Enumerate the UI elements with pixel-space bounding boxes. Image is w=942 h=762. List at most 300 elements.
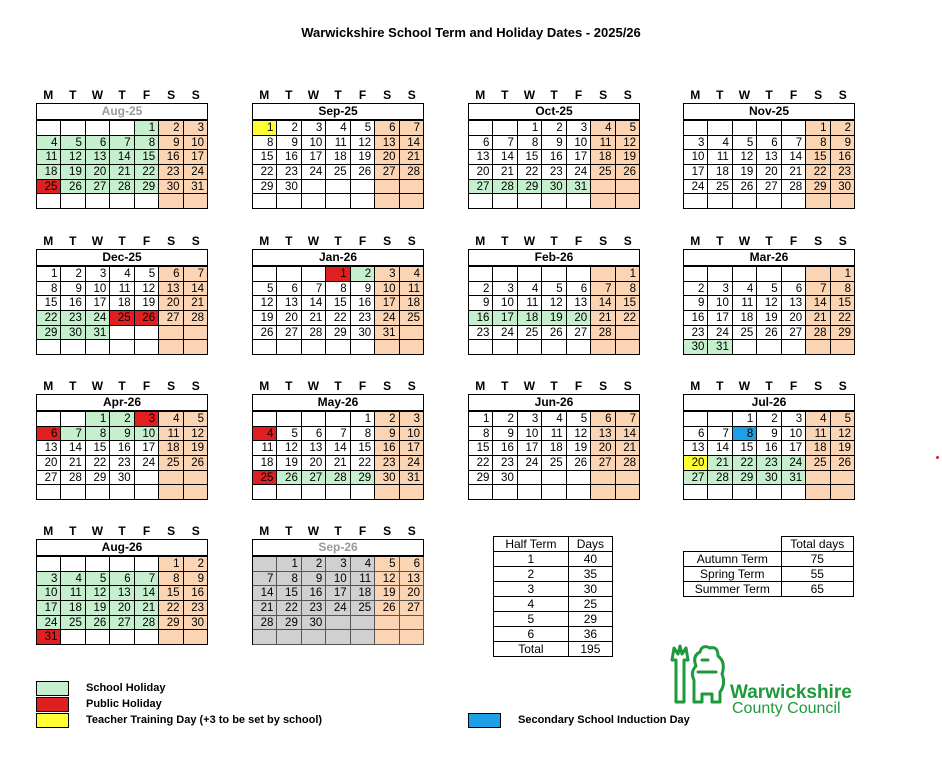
day-cell: 17: [684, 165, 708, 180]
day-cell: 29: [326, 326, 350, 341]
term-name: Summer Term: [684, 582, 782, 597]
weekday-header: [468, 379, 640, 394]
day-cell: 30: [351, 326, 375, 341]
day-cell: 2: [757, 412, 781, 427]
weekday-letter: S: [383, 379, 392, 393]
day-cell: 29: [831, 326, 855, 341]
day-cell: 15: [86, 441, 110, 456]
empty-day-cell: [708, 121, 732, 136]
day-cell: 11: [518, 296, 542, 311]
empty-day-cell: [400, 630, 424, 645]
day-cell: 30: [684, 340, 708, 355]
day-cell: 28: [708, 471, 732, 486]
day-cell: 3: [518, 412, 542, 427]
empty-day-cell: [542, 485, 566, 500]
month-days: [252, 120, 424, 209]
day-cell: 23: [375, 456, 399, 471]
day-cell: 28: [110, 180, 134, 195]
empty-day-cell: [806, 485, 830, 500]
empty-day-cell: [351, 180, 375, 195]
day-cell: 20: [37, 456, 61, 471]
day-cell: 5: [61, 136, 85, 151]
day-cell: 23: [159, 165, 183, 180]
half-term-cell: 5: [494, 612, 569, 627]
empty-day-cell: [135, 194, 159, 209]
day-cell: 10: [326, 572, 350, 587]
day-cell: 31: [708, 340, 732, 355]
day-cell: 5: [253, 282, 277, 297]
bear-and-staff-icon: [668, 642, 730, 706]
empty-day-cell: [567, 194, 591, 209]
day-cell: 9: [277, 136, 301, 151]
weekday-letter: T: [118, 379, 126, 393]
empty-day-cell: [400, 616, 424, 631]
day-cell: 31: [782, 471, 806, 486]
empty-day-cell: [567, 485, 591, 500]
day-cell: 8: [135, 136, 159, 151]
day-cell: 23: [493, 456, 517, 471]
empty-day-cell: [61, 485, 85, 500]
weekday-header: [683, 379, 855, 394]
empty-day-cell: [493, 340, 517, 355]
day-cell: 14: [326, 441, 350, 456]
day-cell: 13: [469, 150, 493, 165]
empty-day-cell: [616, 180, 640, 195]
empty-day-cell: [469, 121, 493, 136]
weekday-letter: M: [43, 234, 54, 248]
day-cell: 9: [351, 282, 375, 297]
day-cell: 14: [591, 296, 615, 311]
day-cell: 25: [110, 311, 134, 326]
page-title: Warwickshire School Term and Holiday Dates - 2025/26: [301, 25, 641, 40]
day-cell: 11: [37, 150, 61, 165]
half-term-cell: 2: [494, 567, 569, 582]
day-cell: 20: [110, 601, 134, 616]
day-cell: 11: [159, 427, 183, 442]
day-cell: 3: [37, 572, 61, 587]
day-cell: 3: [684, 136, 708, 151]
empty-day-cell: [302, 340, 326, 355]
weekday-letter: T: [334, 379, 342, 393]
day-cell: 3: [708, 282, 732, 297]
empty-day-cell: [351, 194, 375, 209]
day-cell: 28: [493, 180, 517, 195]
day-cell: 29: [469, 471, 493, 486]
empty-day-cell: [782, 194, 806, 209]
day-cell: 27: [86, 180, 110, 195]
day-cell: 20: [591, 441, 615, 456]
month-days: [683, 411, 855, 500]
day-cell: 28: [400, 165, 424, 180]
day-cell: 11: [733, 296, 757, 311]
day-cell: 24: [326, 601, 350, 616]
day-cell: 6: [110, 572, 134, 587]
empty-day-cell: [375, 194, 399, 209]
day-cell: 6: [86, 136, 110, 151]
day-cell: 28: [253, 616, 277, 631]
day-cell: 24: [708, 326, 732, 341]
day-cell: 13: [782, 296, 806, 311]
day-cell: 23: [469, 326, 493, 341]
day-cell: 3: [135, 412, 159, 427]
day-cell: 15: [351, 441, 375, 456]
weekday-letter: M: [475, 379, 486, 393]
empty-day-cell: [831, 471, 855, 486]
day-cell: 4: [518, 282, 542, 297]
day-cell: 31: [567, 180, 591, 195]
weekday-letter: S: [838, 88, 847, 102]
month-title: Aug-26: [36, 539, 208, 556]
month-calendar: [36, 88, 208, 209]
day-cell: 30: [542, 180, 566, 195]
empty-day-cell: [782, 485, 806, 500]
empty-day-cell: [110, 485, 134, 500]
weekday-letter: S: [623, 234, 632, 248]
day-cell: 28: [782, 180, 806, 195]
day-cell: 30: [277, 180, 301, 195]
day-cell: 21: [61, 456, 85, 471]
day-cell: 21: [135, 601, 159, 616]
day-cell: 8: [616, 282, 640, 297]
empty-day-cell: [135, 630, 159, 645]
month-calendar: [683, 234, 855, 355]
weekday-letter: T: [334, 524, 342, 538]
month-calendar: [252, 379, 424, 500]
empty-day-cell: [567, 471, 591, 486]
day-cell: 18: [400, 296, 424, 311]
day-cell: 27: [159, 311, 183, 326]
empty-day-cell: [493, 194, 517, 209]
day-cell: 31: [400, 471, 424, 486]
day-cell: 15: [253, 150, 277, 165]
day-cell: 1: [277, 557, 301, 572]
empty-day-cell: [782, 267, 806, 282]
weekday-letter: M: [475, 234, 486, 248]
day-cell: 26: [61, 180, 85, 195]
day-cell: 24: [782, 456, 806, 471]
day-cell: 5: [375, 557, 399, 572]
half-term-cell: 6: [494, 627, 569, 642]
day-cell: 4: [542, 412, 566, 427]
day-cell: 26: [567, 456, 591, 471]
day-cell: 1: [518, 121, 542, 136]
day-cell: 23: [684, 326, 708, 341]
month-days: [468, 411, 640, 500]
day-cell: 31: [184, 180, 208, 195]
day-cell: 6: [591, 412, 615, 427]
day-cell: 27: [302, 471, 326, 486]
day-cell: 11: [591, 136, 615, 151]
weekday-letter: S: [599, 88, 608, 102]
day-cell: 5: [351, 121, 375, 136]
day-cell: 5: [733, 136, 757, 151]
weekday-header: [36, 379, 208, 394]
day-cell: 11: [61, 586, 85, 601]
day-cell: 11: [253, 441, 277, 456]
day-cell: 7: [782, 136, 806, 151]
weekday-letter: W: [91, 524, 104, 538]
day-cell: 28: [806, 326, 830, 341]
day-cell: 2: [277, 121, 301, 136]
empty-day-cell: [37, 557, 61, 572]
half-term-header: Half Term: [494, 537, 569, 552]
weekday-letter: T: [285, 88, 293, 102]
empty-day-cell: [302, 180, 326, 195]
empty-day-cell: [37, 194, 61, 209]
day-cell: 5: [567, 412, 591, 427]
month-title: Sep-26: [252, 539, 424, 556]
empty-day-cell: [400, 340, 424, 355]
day-cell: 1: [159, 557, 183, 572]
empty-day-cell: [253, 485, 277, 500]
total-days-table: [683, 536, 854, 597]
day-cell: 29: [159, 616, 183, 631]
day-cell: 23: [542, 165, 566, 180]
empty-day-cell: [326, 616, 350, 631]
empty-day-cell: [831, 340, 855, 355]
day-cell: 23: [61, 311, 85, 326]
day-cell: 16: [184, 586, 208, 601]
month-days: [683, 266, 855, 355]
weekday-letter: M: [259, 88, 270, 102]
weekday-letter: S: [814, 379, 823, 393]
day-cell: 10: [567, 136, 591, 151]
term-days: 75: [781, 552, 853, 567]
weekday-letter: W: [307, 524, 320, 538]
month-calendar: [468, 379, 640, 500]
day-cell: 3: [375, 267, 399, 282]
day-cell: 7: [806, 282, 830, 297]
day-cell: 2: [110, 412, 134, 427]
day-cell: 4: [400, 267, 424, 282]
day-cell: 26: [351, 165, 375, 180]
day-cell: 17: [302, 150, 326, 165]
day-cell: 29: [277, 616, 301, 631]
day-cell: 8: [806, 136, 830, 151]
empty-day-cell: [733, 267, 757, 282]
empty-day-cell: [351, 616, 375, 631]
weekday-letter: W: [307, 379, 320, 393]
day-cell: 3: [400, 412, 424, 427]
month-calendar: [36, 524, 208, 645]
day-cell: 24: [184, 165, 208, 180]
day-cell: 7: [708, 427, 732, 442]
legend-induction-label: Secondary School Induction Day: [518, 714, 690, 726]
weekday-letter: F: [358, 88, 367, 102]
weekday-letter: S: [838, 379, 847, 393]
empty-day-cell: [135, 471, 159, 486]
day-cell: 26: [253, 326, 277, 341]
day-cell: 17: [375, 296, 399, 311]
day-cell: 28: [61, 471, 85, 486]
month-title: Jan-26: [252, 249, 424, 266]
empty-day-cell: [253, 630, 277, 645]
day-cell: 27: [277, 326, 301, 341]
day-cell: 2: [469, 282, 493, 297]
day-cell: 14: [782, 150, 806, 165]
empty-day-cell: [757, 267, 781, 282]
day-cell: 19: [253, 311, 277, 326]
day-cell: 7: [493, 136, 517, 151]
day-cell: 7: [400, 121, 424, 136]
day-cell: 28: [616, 456, 640, 471]
empty-day-cell: [469, 485, 493, 500]
day-cell: 12: [616, 136, 640, 151]
weekday-letter: S: [407, 379, 416, 393]
day-cell: 20: [277, 311, 301, 326]
day-cell: 1: [351, 412, 375, 427]
weekday-header: [252, 88, 424, 103]
day-cell: 21: [782, 165, 806, 180]
day-cell: 27: [567, 326, 591, 341]
weekday-letter: W: [91, 234, 104, 248]
empty-day-cell: [733, 194, 757, 209]
day-cell: 2: [61, 267, 85, 282]
day-cell: 15: [518, 150, 542, 165]
weekday-letter: F: [574, 234, 583, 248]
weekday-letter: T: [69, 524, 77, 538]
empty-day-cell: [302, 412, 326, 427]
month-calendar: [252, 234, 424, 355]
day-cell: 22: [733, 456, 757, 471]
day-cell: 22: [831, 311, 855, 326]
empty-day-cell: [277, 194, 301, 209]
weekday-letter: T: [285, 379, 293, 393]
empty-day-cell: [37, 412, 61, 427]
month-title: Oct-25: [468, 103, 640, 120]
day-cell: 23: [757, 456, 781, 471]
day-cell: 12: [375, 572, 399, 587]
day-cell: 21: [806, 311, 830, 326]
weekday-letter: F: [358, 379, 367, 393]
empty-day-cell: [831, 194, 855, 209]
weekday-letter: F: [574, 88, 583, 102]
day-cell: 28: [326, 471, 350, 486]
day-cell: 2: [542, 121, 566, 136]
weekday-header: [683, 234, 855, 249]
empty-day-cell: [326, 485, 350, 500]
empty-day-cell: [806, 194, 830, 209]
empty-day-cell: [159, 340, 183, 355]
day-cell: 23: [302, 601, 326, 616]
day-cell: 9: [61, 282, 85, 297]
legend-school-holiday-label: School Holiday: [86, 682, 166, 694]
day-cell: 8: [326, 282, 350, 297]
empty-day-cell: [326, 194, 350, 209]
weekday-letter: W: [738, 234, 751, 248]
day-cell: 20: [375, 150, 399, 165]
day-cell: 19: [86, 601, 110, 616]
day-cell: 16: [684, 311, 708, 326]
day-cell: 14: [302, 296, 326, 311]
empty-day-cell: [253, 412, 277, 427]
day-cell: 25: [351, 601, 375, 616]
day-cell: 4: [110, 267, 134, 282]
empty-day-cell: [135, 485, 159, 500]
day-cell: 17: [86, 296, 110, 311]
empty-day-cell: [782, 340, 806, 355]
day-cell: 1: [135, 121, 159, 136]
empty-day-cell: [61, 412, 85, 427]
day-cell: 15: [159, 586, 183, 601]
day-cell: 20: [302, 456, 326, 471]
day-cell: 13: [400, 572, 424, 587]
day-cell: 14: [708, 441, 732, 456]
empty-day-cell: [616, 485, 640, 500]
day-cell: 27: [400, 601, 424, 616]
weekday-letter: M: [690, 88, 701, 102]
day-cell: 28: [135, 616, 159, 631]
weekday-letter: S: [623, 88, 632, 102]
day-cell: 14: [806, 296, 830, 311]
day-cell: 5: [86, 572, 110, 587]
month-days: [36, 266, 208, 355]
day-cell: 19: [567, 441, 591, 456]
day-cell: 7: [253, 572, 277, 587]
day-cell: 21: [253, 601, 277, 616]
empty-day-cell: [518, 194, 542, 209]
day-cell: 26: [831, 456, 855, 471]
day-cell: 17: [782, 441, 806, 456]
empty-day-cell: [86, 630, 110, 645]
empty-day-cell: [37, 340, 61, 355]
day-cell: 1: [831, 267, 855, 282]
days-cell: 35: [568, 567, 612, 582]
day-cell: 21: [591, 311, 615, 326]
day-cell: 11: [400, 282, 424, 297]
day-cell: 19: [277, 456, 301, 471]
day-cell: 21: [493, 165, 517, 180]
day-cell: 2: [493, 412, 517, 427]
day-cell: 6: [375, 121, 399, 136]
empty-day-cell: [110, 194, 134, 209]
day-cell: 24: [493, 326, 517, 341]
day-cell: 17: [708, 311, 732, 326]
day-cell: 8: [37, 282, 61, 297]
day-cell: 16: [375, 441, 399, 456]
empty-day-cell: [567, 267, 591, 282]
month-title: Sep-25: [252, 103, 424, 120]
day-cell: 15: [806, 150, 830, 165]
empty-day-cell: [110, 340, 134, 355]
day-cell: 12: [277, 441, 301, 456]
empty-day-cell: [591, 194, 615, 209]
legend-teacher-training-swatch: [36, 713, 69, 728]
empty-day-cell: [400, 326, 424, 341]
empty-day-cell: [806, 267, 830, 282]
day-cell: 25: [253, 471, 277, 486]
day-cell: 18: [110, 296, 134, 311]
day-cell: 5: [831, 412, 855, 427]
empty-day-cell: [86, 485, 110, 500]
day-cell: 4: [708, 136, 732, 151]
empty-day-cell: [684, 194, 708, 209]
day-cell: 24: [518, 456, 542, 471]
empty-day-cell: [542, 194, 566, 209]
empty-day-cell: [757, 485, 781, 500]
weekday-letter: S: [167, 379, 176, 393]
day-cell: 6: [567, 282, 591, 297]
day-cell: 20: [782, 311, 806, 326]
day-cell: 16: [757, 441, 781, 456]
empty-day-cell: [159, 485, 183, 500]
day-cell: 26: [542, 326, 566, 341]
empty-day-cell: [277, 267, 301, 282]
day-cell: 9: [159, 136, 183, 151]
empty-day-cell: [61, 194, 85, 209]
day-cell: 30: [61, 326, 85, 341]
day-cell: 31: [37, 630, 61, 645]
